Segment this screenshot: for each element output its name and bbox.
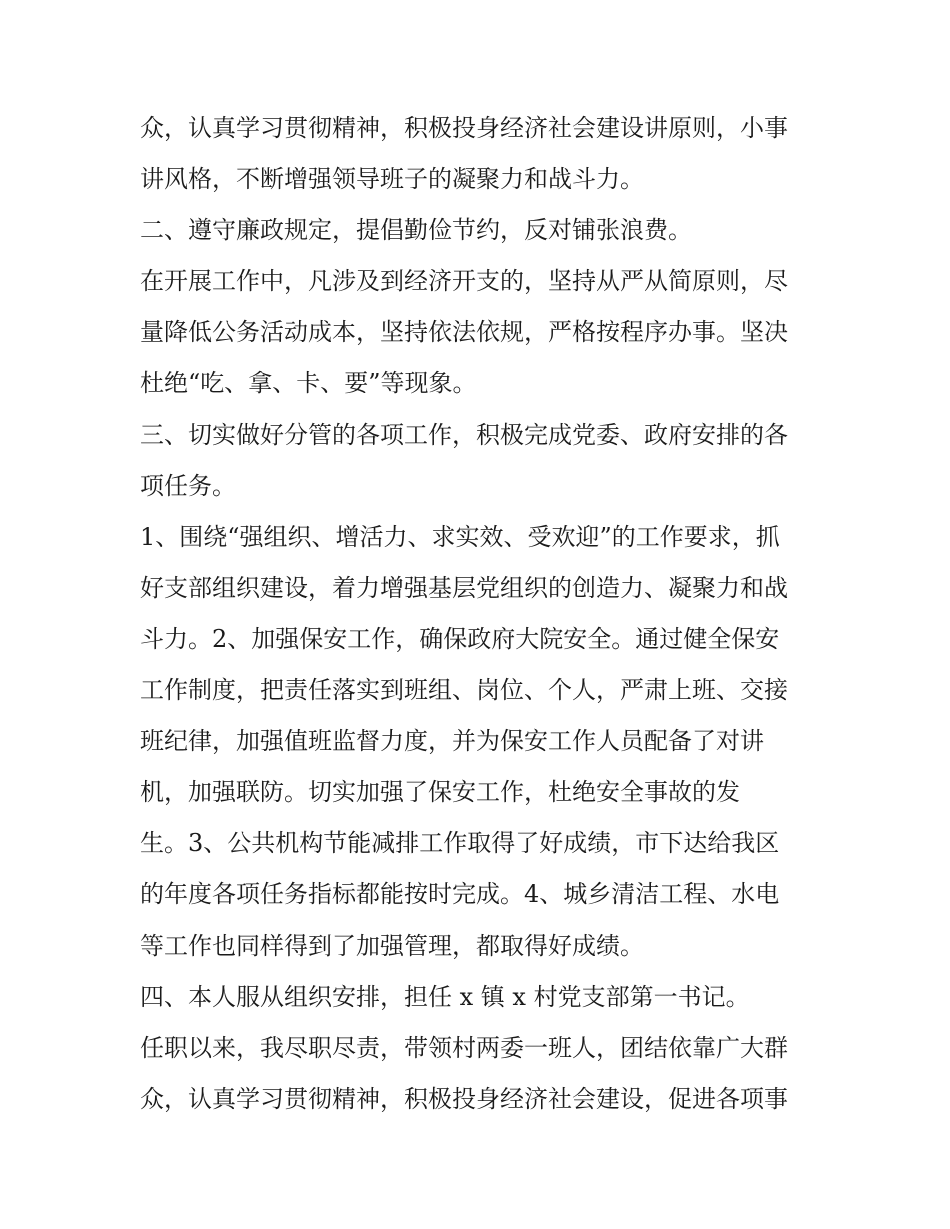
text-line: 在开展工作中，凡涉及到经济开支的，坚持从严从简原则，尽	[140, 267, 788, 296]
text-line: 的年度各项任务指标都能按时完成。4、城乡清洁工程、水电	[140, 880, 780, 909]
text-line: 生。3、公共机构节能减排工作取得了好成绩，市下达给我区	[140, 829, 780, 858]
text-line: 讲风格，不断增强领导班子的凝聚力和战斗力。	[140, 165, 644, 194]
text-line: 机，加强联防。切实加强了保安工作，杜绝安全事故的发	[140, 778, 740, 807]
section-heading: 四、本人服从组织安排，担任 x 镇 x 村党支部第一书记。	[140, 982, 750, 1011]
document-body	[140, 103, 820, 1125]
text-line: 杜绝“吃、拿、卡、要”等现象。	[140, 369, 477, 398]
section-heading: 二、遵守廉政规定，提倡勤俭节约，反对铺张浪费。	[140, 216, 692, 245]
text-line: 工作制度，把责任落实到班组、岗位、个人，严肃上班、交接	[140, 676, 788, 705]
text-line: 项任务。	[140, 471, 236, 500]
text-line: 等工作也同样得到了加强管理，都取得好成绩。	[140, 931, 644, 960]
text-line: 众，认真学习贯彻精神，积极投身经济社会建设讲原则，小事	[140, 114, 788, 142]
text-line: 好支部组织建设，着力增强基层党组织的创造力、凝聚力和战	[140, 573, 788, 602]
text-line: 任职以来，我尽职尽责，带领村两委一班人，团结依靠广大群	[140, 1033, 788, 1062]
text-line: 1、围绕“强组织、增活力、求实效、受欢迎”的工作要求，抓	[140, 522, 780, 551]
text-line: 量降低公务活动成本，坚持依法依规，严格按程序办事。坚决	[140, 318, 788, 347]
section-heading: 三、切实做好分管的各项工作，积极完成党委、政府安排的各	[140, 420, 788, 449]
text-line: 斗力。2、加强保安工作，确保政府大院安全。通过健全保安	[140, 624, 780, 653]
text-line: 班纪律，加强值班监督力度，并为保安工作人员配备了对讲	[140, 727, 764, 756]
text-line: 众，认真学习贯彻精神，积极投身经济社会建设，促进各项事	[140, 1084, 788, 1113]
